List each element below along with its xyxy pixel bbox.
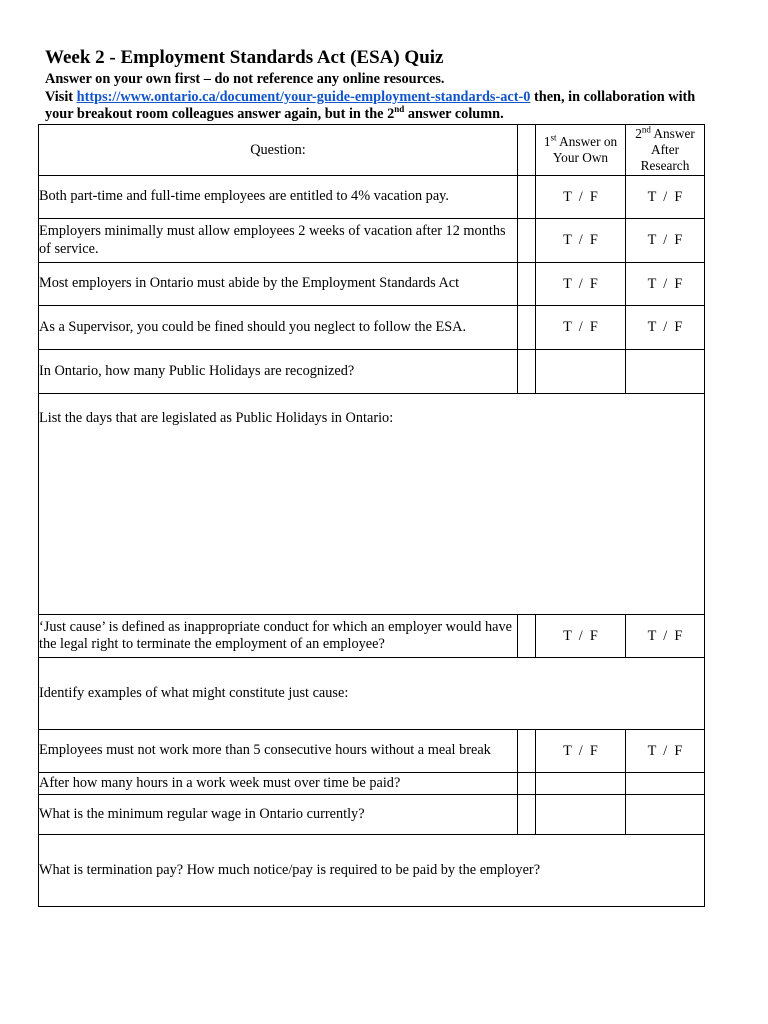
first-answer-cell[interactable] [536, 773, 626, 795]
table-row [39, 219, 705, 263]
second-answer-cell[interactable] [626, 795, 705, 835]
gap-cell [518, 773, 536, 795]
question-header: Question: [39, 125, 518, 176]
visit-end: answer column. [404, 106, 504, 122]
second-answer-tf[interactable]: T / F [626, 615, 705, 658]
gap-cell [518, 219, 536, 263]
table-row [39, 176, 705, 219]
gap-cell [518, 795, 536, 835]
question-text[interactable]: What is termination pay? How much notice/pay is required to be paid by the employer? [39, 835, 705, 907]
instruction-line-1: Answer on your own first – do not reference any online resources. [45, 71, 445, 87]
ordinal-sup: nd [394, 104, 405, 115]
first-answer-tf[interactable]: T / F [536, 730, 626, 773]
instructions [45, 71, 715, 124]
table-row [39, 773, 705, 795]
table-row [39, 835, 705, 907]
second-answer-tf[interactable]: T / F [626, 263, 705, 306]
first-answer-tf[interactable]: T / F [536, 176, 626, 219]
question-text[interactable]: Identify examples of what might constitute just cause: [39, 658, 705, 730]
visit-prefix: Visit [45, 88, 77, 105]
table-row [39, 658, 705, 730]
question-text: Most employers in Ontario must abide by the Employment Standards Act [39, 263, 518, 306]
first-answer-tf[interactable]: T / F [536, 219, 626, 263]
first-answer-tf[interactable]: T / F [536, 615, 626, 658]
header-gap-cell [518, 125, 536, 176]
table-row [39, 394, 705, 615]
first-answer-tf[interactable]: T / F [536, 306, 626, 350]
question-text: ‘Just cause’ is defined as inappropriate conduct for which an employer would have the legal right to terminate the employment of an employee? [39, 615, 518, 658]
question-text: What is the minimum regular wage in Ontario currently? [39, 795, 518, 835]
gap-cell [518, 176, 536, 219]
gap-cell [518, 306, 536, 350]
second-answer-cell[interactable] [626, 773, 705, 795]
question-text: As a Supervisor, you could be fined should you neglect to follow the ESA. [39, 306, 518, 350]
question-text: Employers minimally must allow employees 2 weeks of vacation after 12 months of service. [39, 219, 518, 263]
gap-cell [518, 263, 536, 306]
question-text: After how many hours in a work week must over time be paid? [39, 773, 518, 795]
page-title: Week 2 - Employment Standards Act (ESA) Quiz [45, 47, 444, 68]
first-answer-tf[interactable]: T / F [536, 263, 626, 306]
second-answer-tf[interactable]: T / F [626, 306, 705, 350]
second-answer-tf[interactable]: T / F [626, 730, 705, 773]
second-answer-tf[interactable]: T / F [626, 176, 705, 219]
visit-suffix: then, in collaboration with your breakout room colleagues answer again, but in the 2 [45, 88, 696, 122]
question-text[interactable]: List the days that are legislated as Public Holidays in Ontario: [39, 394, 705, 615]
table-header-row [39, 125, 705, 176]
question-text: Employees must not work more than 5 consecutive hours without a meal break [39, 730, 518, 773]
table-row [39, 350, 705, 394]
table-row [39, 263, 705, 306]
first-answer-header: 1st Answer on Your Own [536, 125, 626, 176]
table-row [39, 615, 705, 658]
table-row [39, 306, 705, 350]
second-answer-cell[interactable] [626, 350, 705, 394]
gap-cell [518, 730, 536, 773]
table-row [39, 730, 705, 773]
gap-cell [518, 350, 536, 394]
question-text: Both part-time and full-time employees are entitled to 4% vacation pay. [39, 176, 518, 219]
esa-guide-link[interactable]: https://www.ontario.ca/document/your-guide-employment-standards-act-0 [76, 88, 531, 105]
first-answer-cell[interactable] [536, 795, 626, 835]
quiz-table [38, 124, 705, 907]
gap-cell [518, 615, 536, 658]
second-answer-tf[interactable]: T / F [626, 219, 705, 263]
table-row [39, 795, 705, 835]
first-answer-cell[interactable] [536, 350, 626, 394]
second-answer-header: 2nd Answer After Research [626, 125, 705, 176]
question-text: In Ontario, how many Public Holidays are recognized? [39, 350, 518, 394]
